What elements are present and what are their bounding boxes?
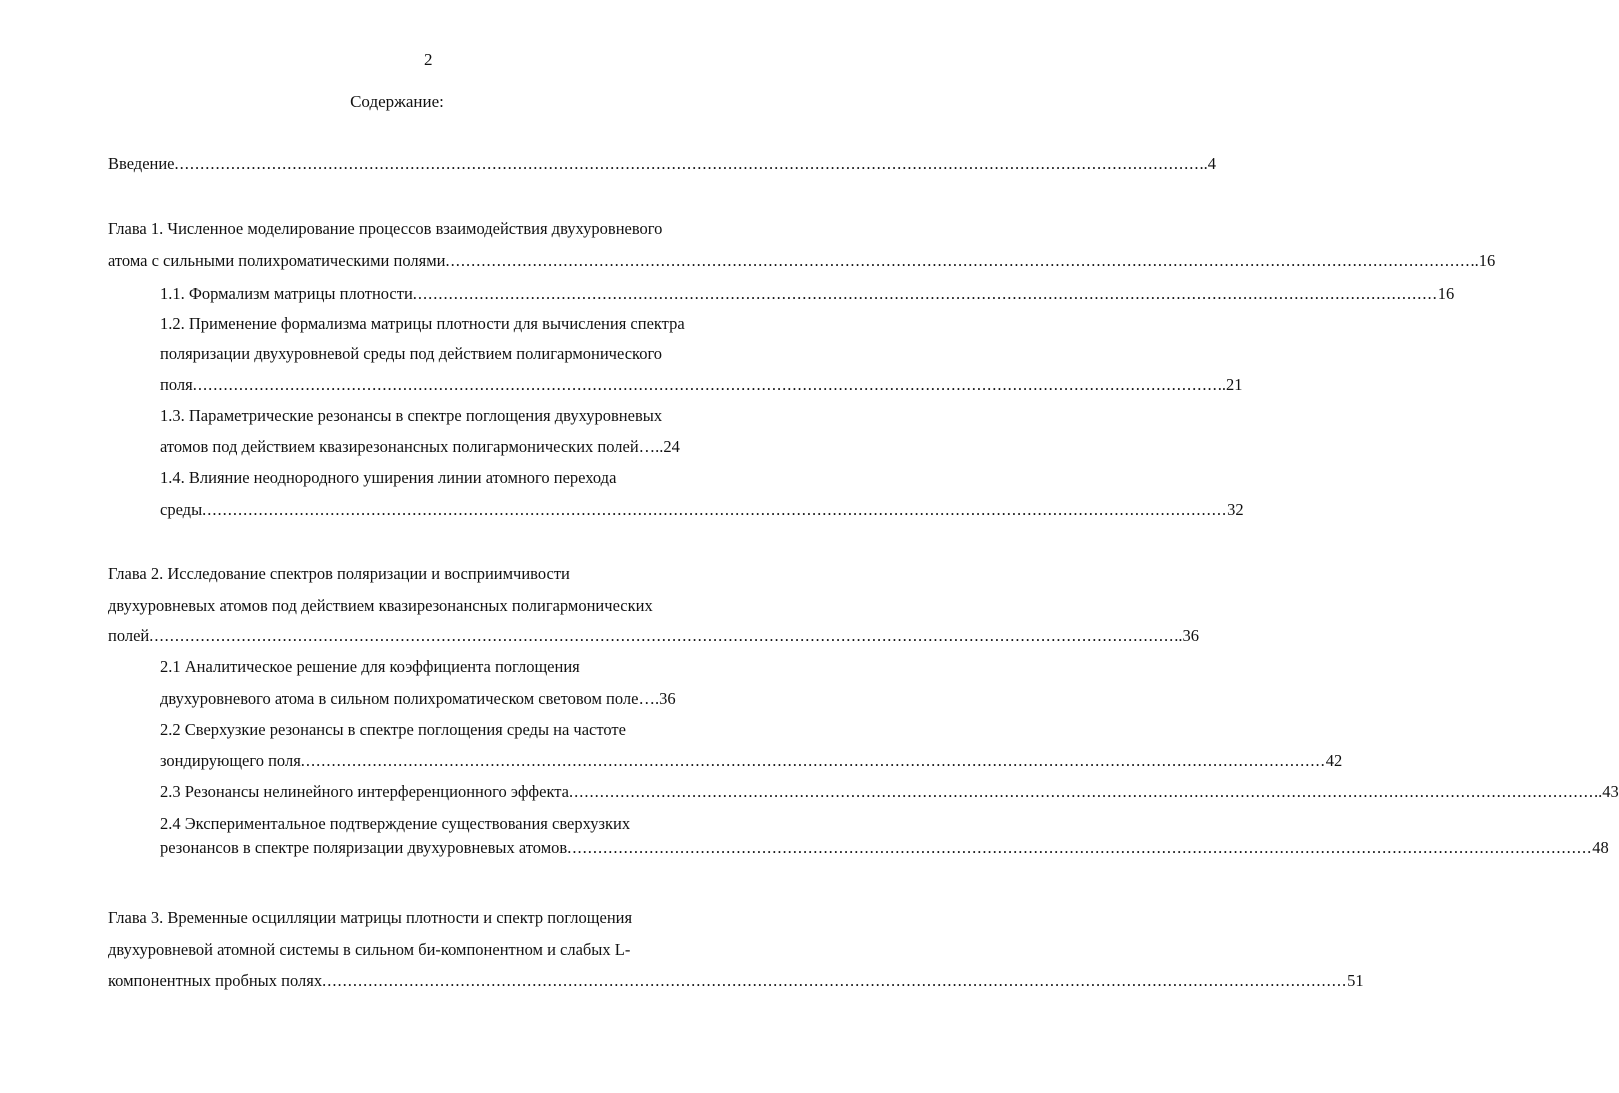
toc-line xyxy=(108,595,760,617)
toc-line xyxy=(160,688,760,710)
toc-entry-text: Глава 1. Численное моделирование процессов взаимодействия двухуровневого xyxy=(108,219,663,238)
toc-page-number: 16 xyxy=(1437,284,1455,303)
toc-entry-text: поля xyxy=(160,375,193,394)
toc-entry-text: атомов под действием квазирезонансных полигармонических полей…..24 xyxy=(160,437,680,456)
toc-entry-text: зондирующего поля xyxy=(160,751,301,770)
dot-leader: ........................................................................................................................................................................................................ xyxy=(567,838,1593,857)
toc-entry-text: среды xyxy=(160,500,203,519)
toc-entry-text: атома с сильными полихроматическими полями xyxy=(108,251,446,270)
toc-line xyxy=(108,907,760,929)
dot-leader: ........................................................................................................................................................................................................ xyxy=(322,971,1348,990)
dot-leader: ........................................................................................................................................................................................................ xyxy=(174,154,1200,173)
toc-entry-text: двухуровневого атома в сильном полихроматическом световом поле….36 xyxy=(160,689,676,708)
toc-page-number: ..4 xyxy=(1199,154,1217,173)
toc-entry-text: компонентных пробных полях xyxy=(108,971,323,990)
toc-entry-text: поляризации двухуровневой среды под действием полигармонического xyxy=(160,344,663,363)
toc-page-number: ..43 xyxy=(1593,782,1619,801)
toc-line xyxy=(160,499,1244,521)
toc-line xyxy=(160,750,1343,772)
dot-leader: ........................................................................................................................................................................................................ xyxy=(412,284,1438,303)
toc-line xyxy=(108,250,1496,272)
toc-line xyxy=(160,283,1455,305)
toc-line xyxy=(108,970,1364,992)
toc-entry-text: двухуровневых атомов под действием квазирезонансных полигармонических xyxy=(108,596,653,615)
toc-page-number: ..16 xyxy=(1470,251,1496,270)
toc-line xyxy=(160,656,760,678)
toc-page-number: 32 xyxy=(1227,500,1244,519)
page-title: Содержание: xyxy=(350,92,444,111)
toc-entry-text: Глава 2. Исследование спектров поляризации и восприимчивости xyxy=(108,564,570,583)
toc-line xyxy=(160,837,1609,859)
toc-entry-text: 1.2. Применение формализма матрицы плотности для вычисления спектра xyxy=(160,314,685,333)
toc-page-number: 48 xyxy=(1592,838,1609,857)
toc-entry-text: полей xyxy=(108,626,150,645)
toc-entry-text: 1.3. Параметрические резонансы в спектре поглощения двухуровневых xyxy=(160,406,663,425)
toc-line xyxy=(160,719,760,741)
page-number: 2 xyxy=(424,50,433,69)
toc-page-number: ..36 xyxy=(1174,626,1199,645)
toc-entry-text: 2.3 Резонансы нелинейного интерференционного эффекта xyxy=(160,782,569,801)
toc-line xyxy=(108,153,1217,175)
toc-entry-text: 2.2 Сверхузкие резонансы в спектре поглощения среды на частоте xyxy=(160,720,626,739)
toc-entry-text: 1.1. Формализм матрицы плотности xyxy=(160,284,413,303)
toc-entry-text: 2.4 Экспериментальное подтверждение существования сверхузких xyxy=(160,814,631,833)
toc-line xyxy=(108,218,752,240)
toc-page-number: 42 xyxy=(1325,751,1343,770)
toc-entry-text: Введение xyxy=(108,154,175,173)
dot-leader: ........................................................................................................................................................................................................ xyxy=(149,626,1175,645)
toc-entry-text: двухуровневой атомной системы в сильном би-компонентном и слабых L- xyxy=(108,940,631,959)
toc-line xyxy=(160,436,760,458)
toc-line xyxy=(160,813,760,835)
dot-leader: ........................................................................................................................................................................................................ xyxy=(568,782,1594,801)
toc-line xyxy=(108,625,1199,647)
toc-line xyxy=(108,563,760,585)
dot-leader: ........................................................................................................................................................................................................ xyxy=(192,375,1218,394)
toc-line xyxy=(160,781,1619,803)
toc-line xyxy=(160,467,760,489)
toc-entry-text: 2.1 Аналитическое решение для коэффициента поглощения xyxy=(160,657,580,676)
dot-leader: ........................................................................................................................................................................................................ xyxy=(202,500,1228,519)
toc-line xyxy=(160,374,1243,396)
toc-line xyxy=(160,343,760,365)
toc-entry-text: 1.4. Влияние неоднородного уширения линии атомного перехода xyxy=(160,468,617,487)
dot-leader: ........................................................................................................................................................................................................ xyxy=(445,251,1471,270)
toc-line xyxy=(108,939,760,961)
dot-leader: ........................................................................................................................................................................................................ xyxy=(300,751,1326,770)
toc-page-number: 51 xyxy=(1347,971,1364,990)
toc-entry-text: резонансов в спектре поляризации двухуровневых атомов xyxy=(160,838,568,857)
toc-line xyxy=(160,313,760,335)
toc-entry-text: Глава 3. Временные осцилляции матрицы плотности и спектр поглощения xyxy=(108,908,633,927)
toc-page-number: ..21 xyxy=(1217,375,1243,394)
toc-line xyxy=(160,405,760,427)
